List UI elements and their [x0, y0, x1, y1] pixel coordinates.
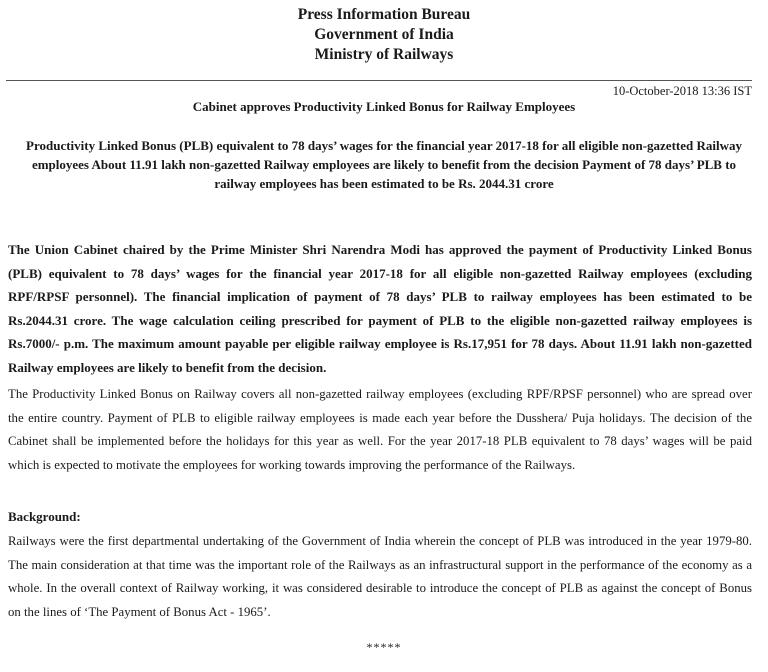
- bureau-name: Press Information Bureau: [297, 6, 471, 23]
- press-release-header: [0, 5, 768, 65]
- header-divider: [6, 80, 752, 81]
- release-summary: Productivity Linked Bonus (PLB) equivalent to 78 days’ wages for the financial year 2017-18 for all eligible non-gazetted Railway employees About 11.91 lakh non-gazetted Railway employees are likely to benefit from the decision Payment of 78 days’ PLB to railway employees has been estimated to be Rs. 2044.31 crore: [26, 138, 742, 191]
- body-paragraph-2: Railways were the first departmental undertaking of the Government of India wherein the concept of PLB was introduced in the year 1979-80. The main consideration at that time was the important role of the Railways as an infrastructural support in the performance of the economy as a whole. In the overall context of Railway working, it was considered desirable to introduce the concept of PLB as against the concept of Bonus on the lines of ‘The Payment of Bonus Act - 1965’.: [8, 534, 752, 619]
- background-heading: Background:: [8, 509, 81, 524]
- body-paragraph-1: The Productivity Linked Bonus on Railway covers all non-gazetted railway employees (excluding RPF/RPSF personnel) who are spread over the entire country. Payment of PLB to eligible railway employees is made each year before the Dusshera/ Puja holidays. The decision of the Cabinet shall be implemented before the holidays for this year as well. For the year 2017-18 PLB equivalent to 78 days’ wages will be paid which is expected to motivate the employees for working towards improving the performance of the Railways.: [8, 387, 752, 472]
- release-title: Cabinet approves Productivity Linked Bonus for Railway Employees: [192, 99, 576, 114]
- ministry-name: Ministry of Railways: [314, 46, 454, 63]
- end-mark: *****: [366, 640, 402, 654]
- government-name: Government of India: [314, 26, 454, 43]
- release-date: 10-October-2018 13:36 IST: [612, 84, 752, 98]
- lead-paragraph: The Union Cabinet chaired by the Prime Minister Shri Narendra Modi has approved the payment of Productivity Linked Bonus (PLB) equivalent to 78 days’ wages for the financial year 2017-18 for all eligible non-gazetted Railway employees (excluding RPF/RPSF personnel). The financial implication of payment of 78 days’ PLB to railway employees has been estimated to be Rs.2044.31 crore. The wage calculation ceiling prescribed for payment of PLB to the eligible non-gazetted railway employees is Rs.7000/- p.m. The maximum amount payable per eligible railway employee is Rs.17,951 for 78 days. About 11.91 lakh non-gazetted Railway employees are likely to benefit from the decision.: [8, 242, 752, 375]
